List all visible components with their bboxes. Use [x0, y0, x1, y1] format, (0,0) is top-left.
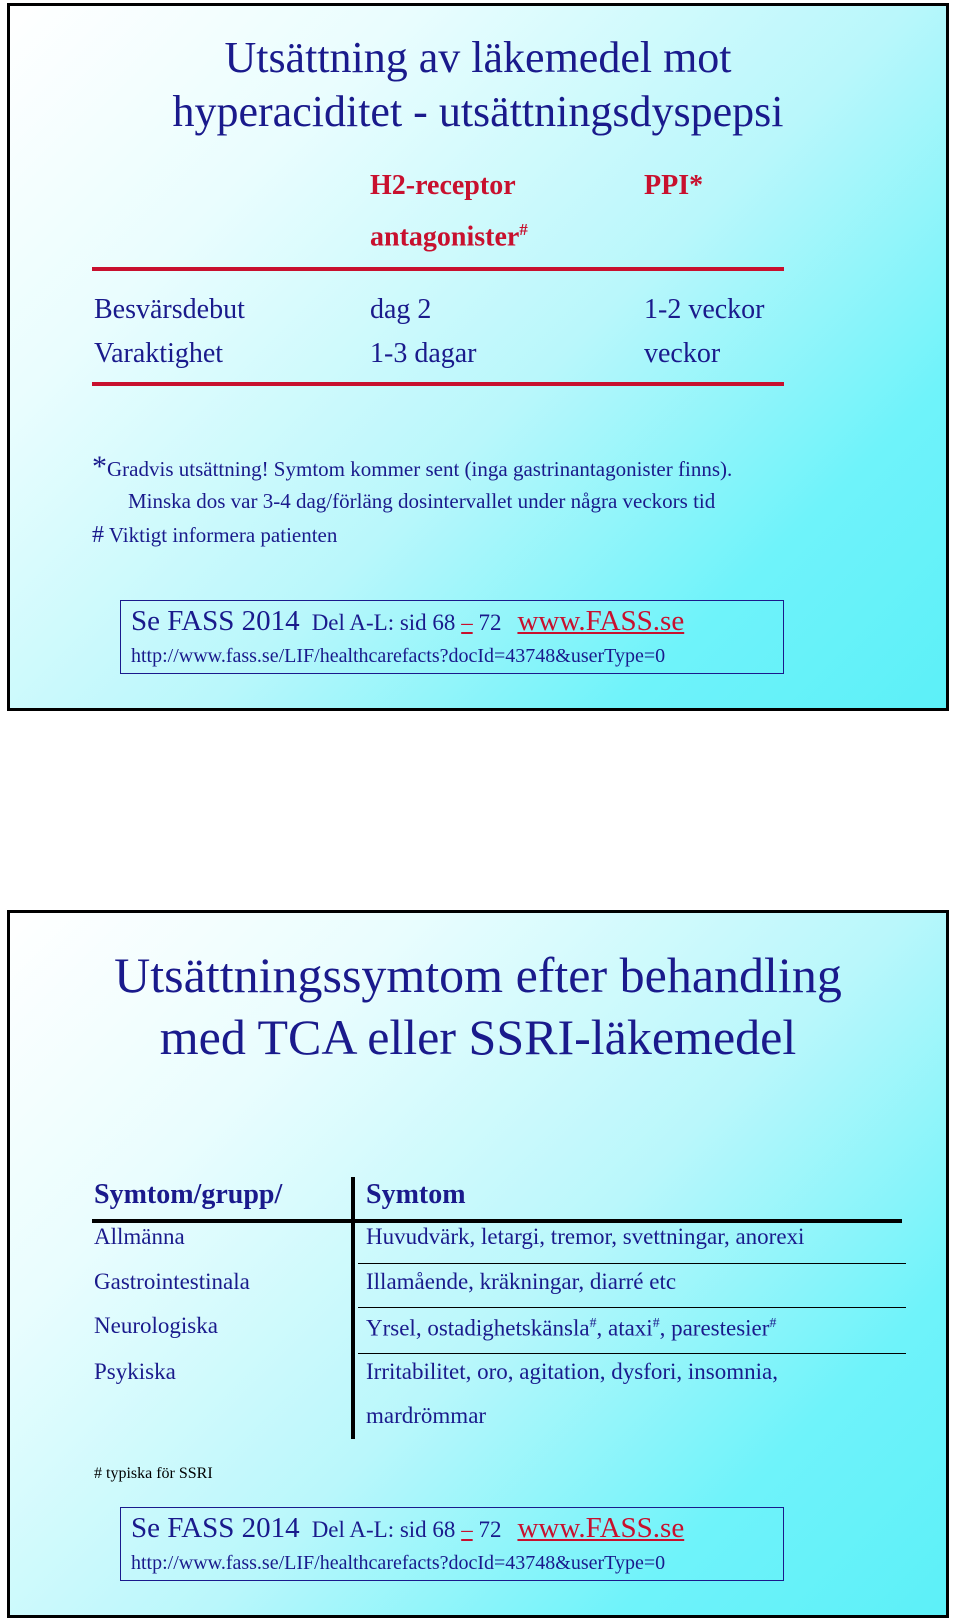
- fass-reference-box-2: [120, 1507, 784, 1581]
- row-symptoms-psykiska-line1: Irritabilitet, oro, agitation, dysfori, insomnia,: [366, 1359, 779, 1384]
- fass-website-link-2[interactable]: www.FASS.se: [517, 1512, 685, 1544]
- row-rule-3: [358, 1353, 906, 1354]
- table-bottom-rule: [92, 382, 784, 386]
- slide1-title-line2: hyperaciditet - utsättningsdyspepsi: [172, 87, 784, 136]
- row-group-psykiska: Psykiska: [94, 1359, 176, 1384]
- fass-reference-line-2: Se FASS 2014 Del A-L: sid 68 – 72 www.FASS.se: [131, 1512, 685, 1544]
- row-ppi-varaktighet: veckor: [644, 338, 721, 369]
- slide2-title-line1: Utsättningssymtom efter behandling: [114, 947, 842, 1003]
- col-header-ppi: PPI*: [644, 170, 704, 201]
- row-symptoms-gastrointestinala: Illamående, kräkningar, diarré etc: [366, 1269, 677, 1294]
- table-top-rule: [92, 267, 784, 271]
- row-h2-varaktighet: 1-3 dagar: [370, 338, 477, 369]
- fass-url[interactable]: http://www.fass.se/LIF/healthcarefacts?docId=43748&userType=0: [131, 645, 666, 667]
- table-header-rule: [92, 1219, 902, 1223]
- fass-url-2[interactable]: http://www.fass.se/LIF/healthcarefacts?docId=43748&userType=0: [131, 1552, 666, 1574]
- row-ppi-besvarsdebut: 1-2 veckor: [644, 294, 765, 325]
- row-rule-2: [358, 1307, 906, 1308]
- fass-reference-line: Se FASS 2014 Del A-L: sid 68 – 72 www.FASS.se: [131, 605, 685, 637]
- footnote-ssri: # typiska för SSRI: [94, 1465, 213, 1482]
- row-symptoms-neurologiska: Yrsel, ostadighetskänsla#, ataxi#, parestesier#: [366, 1315, 777, 1341]
- slide-utsattningssymtom: [7, 910, 949, 1618]
- row-symptoms-allmanna: Huvudvärk, letargi, tremor, svettningar, anorexi: [366, 1224, 805, 1249]
- slide1-title-line1: Utsättning av läkemedel mot: [224, 33, 732, 82]
- table-vertical-rule: [351, 1177, 355, 1439]
- row-h2-besvarsdebut: dag 2: [370, 294, 432, 325]
- note-minska-dos: Minska dos var 3-4 dag/förläng dosintervallet under några veckors tid: [128, 489, 716, 513]
- slide-utsattningsdyspepsi: [7, 3, 949, 711]
- row-label-besvarsdebut: Besvärsdebut: [94, 294, 245, 325]
- col-header-symptoms: Symtom: [366, 1179, 466, 1210]
- slide2-title-line2: med TCA eller SSRI-läkemedel: [159, 1009, 797, 1065]
- col-header-h2-line2: antagonister#: [370, 220, 528, 253]
- row-group-neurologiska: Neurologiska: [94, 1313, 218, 1338]
- row-label-varaktighet: Varaktighet: [94, 338, 224, 369]
- row-group-gastrointestinala: Gastrointestinala: [94, 1269, 250, 1294]
- row-group-allmanna: Allmänna: [94, 1224, 185, 1249]
- note-gradvis: *Gradvis utsättning! Symtom kommer sent (inga gastrinantagonister finns).: [92, 450, 733, 483]
- row-symptoms-psykiska-line2: mardrömmar: [366, 1403, 487, 1428]
- col-header-h2-line1: H2-receptor: [370, 170, 516, 201]
- fass-reference-box: [120, 600, 784, 674]
- fass-website-link[interactable]: www.FASS.se: [517, 605, 685, 637]
- col-header-group: Symtom/grupp/: [94, 1179, 283, 1210]
- row-rule-1: [358, 1263, 906, 1264]
- note-informera: # Viktigt informera patienten: [92, 522, 338, 548]
